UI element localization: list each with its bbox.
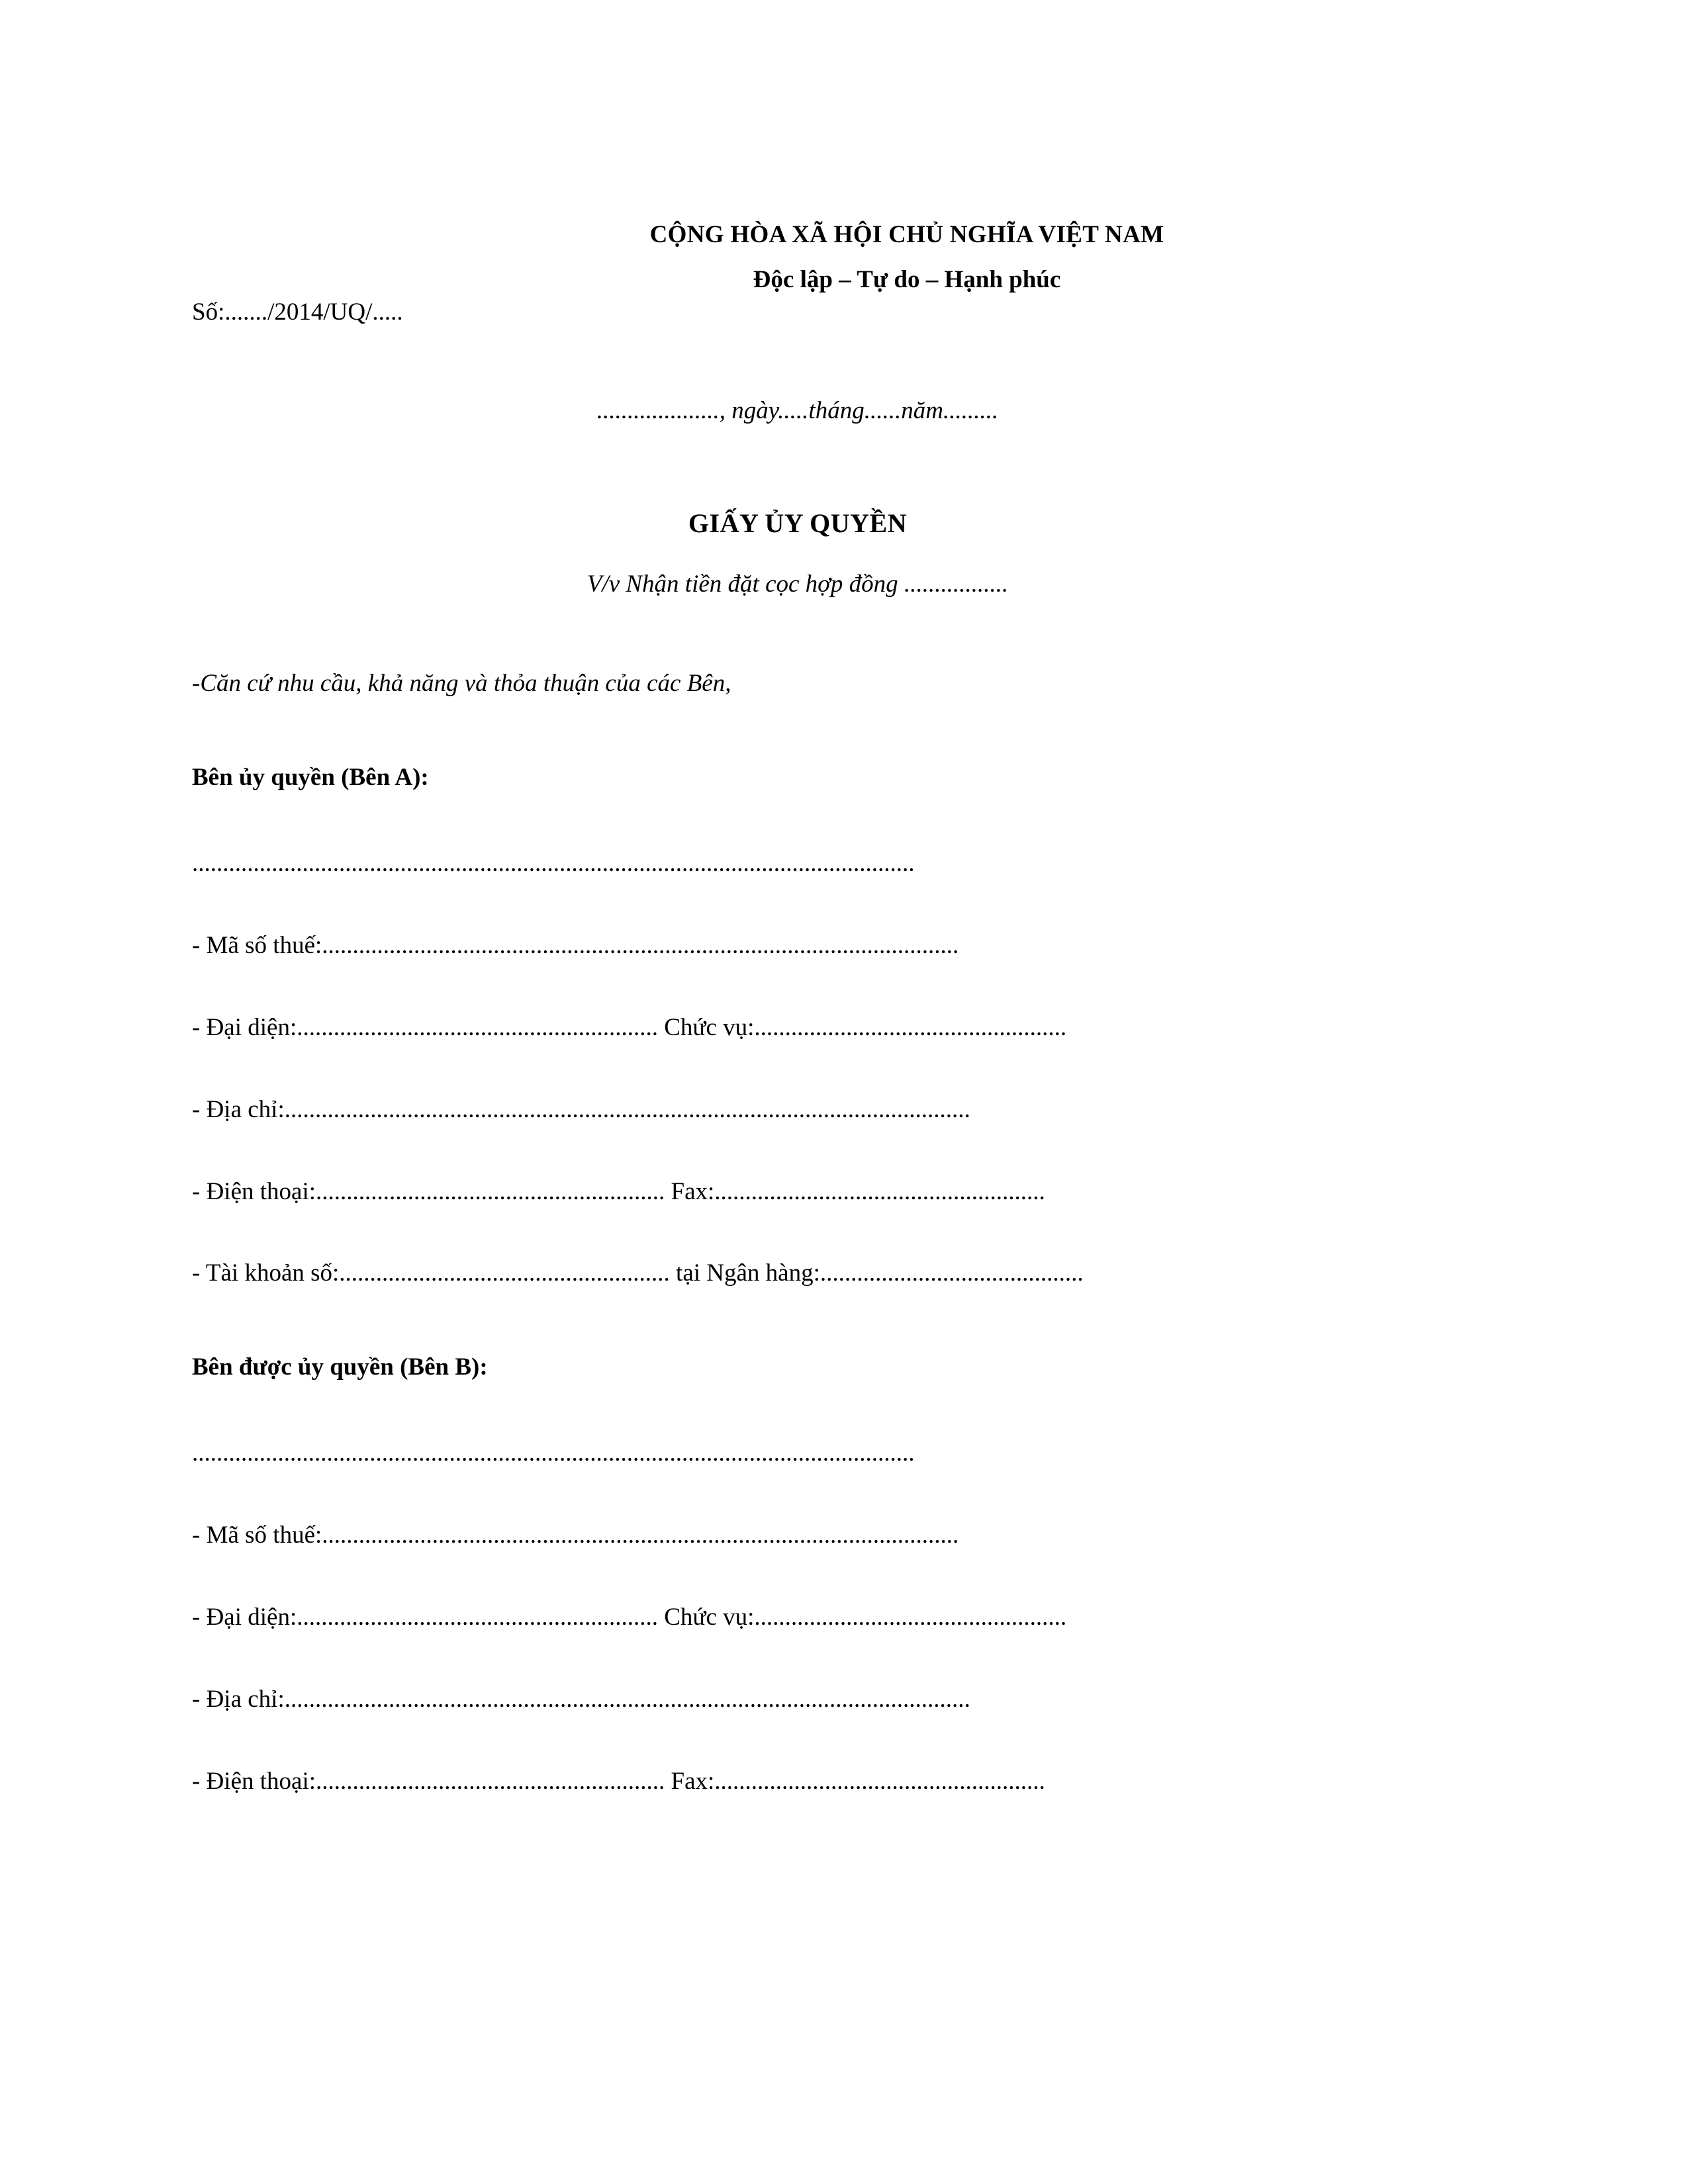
national-heading-block	[410, 218, 1403, 296]
party-a-phone-line[interactable]: - Điện thoại:......................................................... Fax:......................................................	[192, 1177, 1045, 1205]
document-number: Số:......./2014/UQ/.....	[192, 298, 403, 326]
party-a-heading: Bên ủy quyền (Bên A):	[192, 763, 429, 791]
party-a-bank-account-line[interactable]: - Tài khoản số:...................................................... tại Ngân hàng:...........................................	[192, 1259, 1084, 1287]
document-content	[192, 218, 1403, 1798]
party-b-phone-line[interactable]: - Điện thoại:......................................................... Fax:......................................................	[192, 1768, 1045, 1796]
party-a-representative-line[interactable]: - Đại diện:........................................................... Chức vụ:...................................................	[192, 1013, 1067, 1041]
party-a-name-line[interactable]: ......................................................................................................................	[192, 849, 915, 877]
document-header	[192, 218, 1403, 357]
party-b-name-line[interactable]: ......................................................................................................................	[192, 1439, 915, 1467]
party-a-address-line[interactable]: - Địa chỉ:................................................................................................................	[192, 1095, 970, 1123]
national-motto: Độc lập – Tự do – Hạnh phúc	[753, 265, 1061, 293]
basis-line: -Căn cứ nhu cầu, khả năng và thỏa thuận của các Bên,	[192, 669, 731, 697]
party-b-heading: Bên được ủy quyền (Bên B):	[192, 1353, 488, 1381]
document-title: GIẤY ỦY QUYỀN	[688, 508, 908, 538]
party-a-tax-code-line[interactable]: - Mã số thuế:........................................................................................................	[192, 931, 959, 959]
party-b-address-line[interactable]: - Địa chỉ:................................................................................................................	[192, 1686, 970, 1713]
party-b-representative-line[interactable]: - Đại diện:........................................................... Chức vụ:...................................................	[192, 1604, 1067, 1631]
party-b-tax-code-line[interactable]: - Mã số thuế:........................................................................................................	[192, 1522, 959, 1549]
date-line: ...................., ngày.....tháng......năm.........	[596, 397, 999, 424]
national-title: CỘNG HÒA XÃ HỘI CHỦ NGHĨA VIỆT NAM	[649, 221, 1164, 248]
document-subtitle: V/v Nhận tiền đặt cọc hợp đồng .................	[586, 570, 1009, 598]
